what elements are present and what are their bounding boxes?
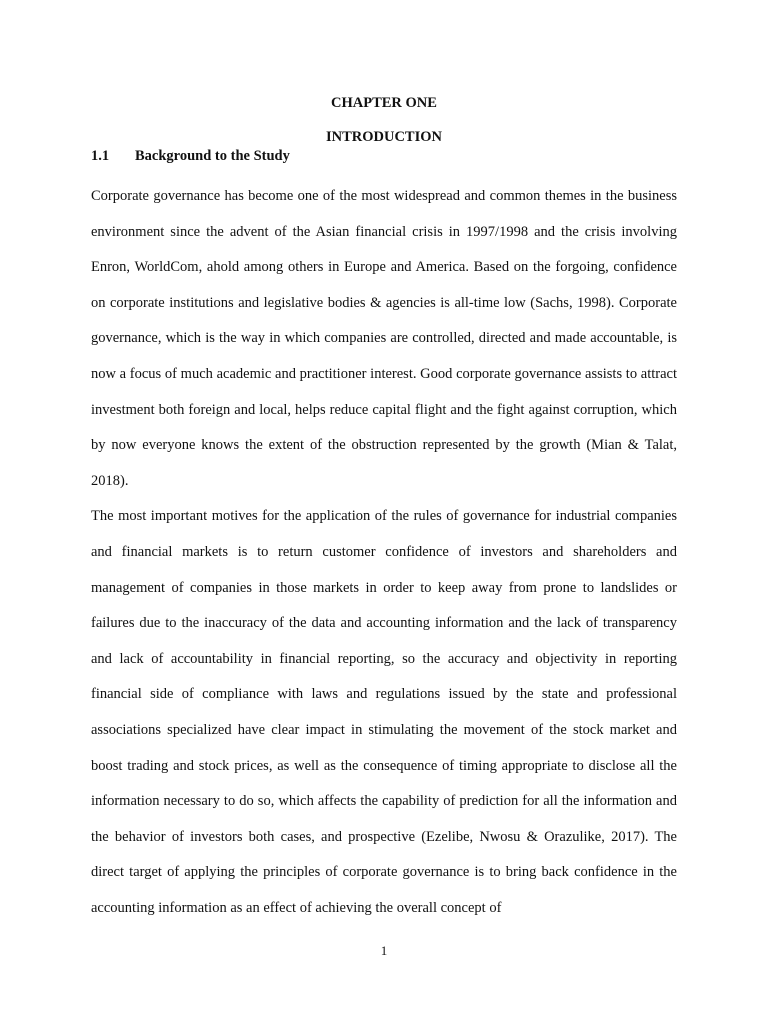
page-number: 1 <box>380 943 388 958</box>
body-text <box>91 179 677 926</box>
chapter-subtitle: INTRODUCTION <box>325 129 442 145</box>
section-title: Background to the Study <box>135 148 290 164</box>
chapter-title: CHAPTER ONE <box>331 95 437 111</box>
section-heading <box>91 146 290 166</box>
section-number: 1.1 <box>91 148 110 164</box>
paragraph: Corporate governance has become one of the most widespread and common themes in the business environment since the advent of the Asian financial crisis in 1997/1998 and the crisis involving Enron, WorldCom, ahold among others in Europe and America. Based on the forgoing, confidence on corporate institutions and legislative bodies & agencies is all-time low (Sachs, 1998). Corporate governance, which is the way in which companies are controlled, directed and made accountable, is now a focus of much academic and practitioner interest. Good corporate governance assists to attract investment both foreign and local, helps reduce capital flight and the fight against corruption, which by now everyone knows the extent of the obstruction represented by the growth (Mian & Talat, 2018). <box>91 188 677 489</box>
paragraph: The most important motives for the application of the rules of governance for industrial companies and financial markets is to return customer confidence of investors and shareholders and management of companies in those markets in order to keep away from prone to landslides or failures due to the inaccuracy of the data and accounting information and the lack of transparency and lack of accountability in financial reporting, so the accuracy and objectivity in reporting financial side of compliance with laws and regulations issued by the state and professional associations specialized have clear impact in stimulating the movement of the stock market and boost trading and stock prices, as well as the consequence of timing appropriate to disclose all the information necessary to do so, which affects the capability of prediction for all the information and the behavior of investors both cases, and prospective (Ezelibe, Nwosu & Orazulike, 2017). The direct target of applying the principles of corporate governance is to bring back confidence in the accounting information as an effect of achieving the overall concept of <box>91 508 677 916</box>
